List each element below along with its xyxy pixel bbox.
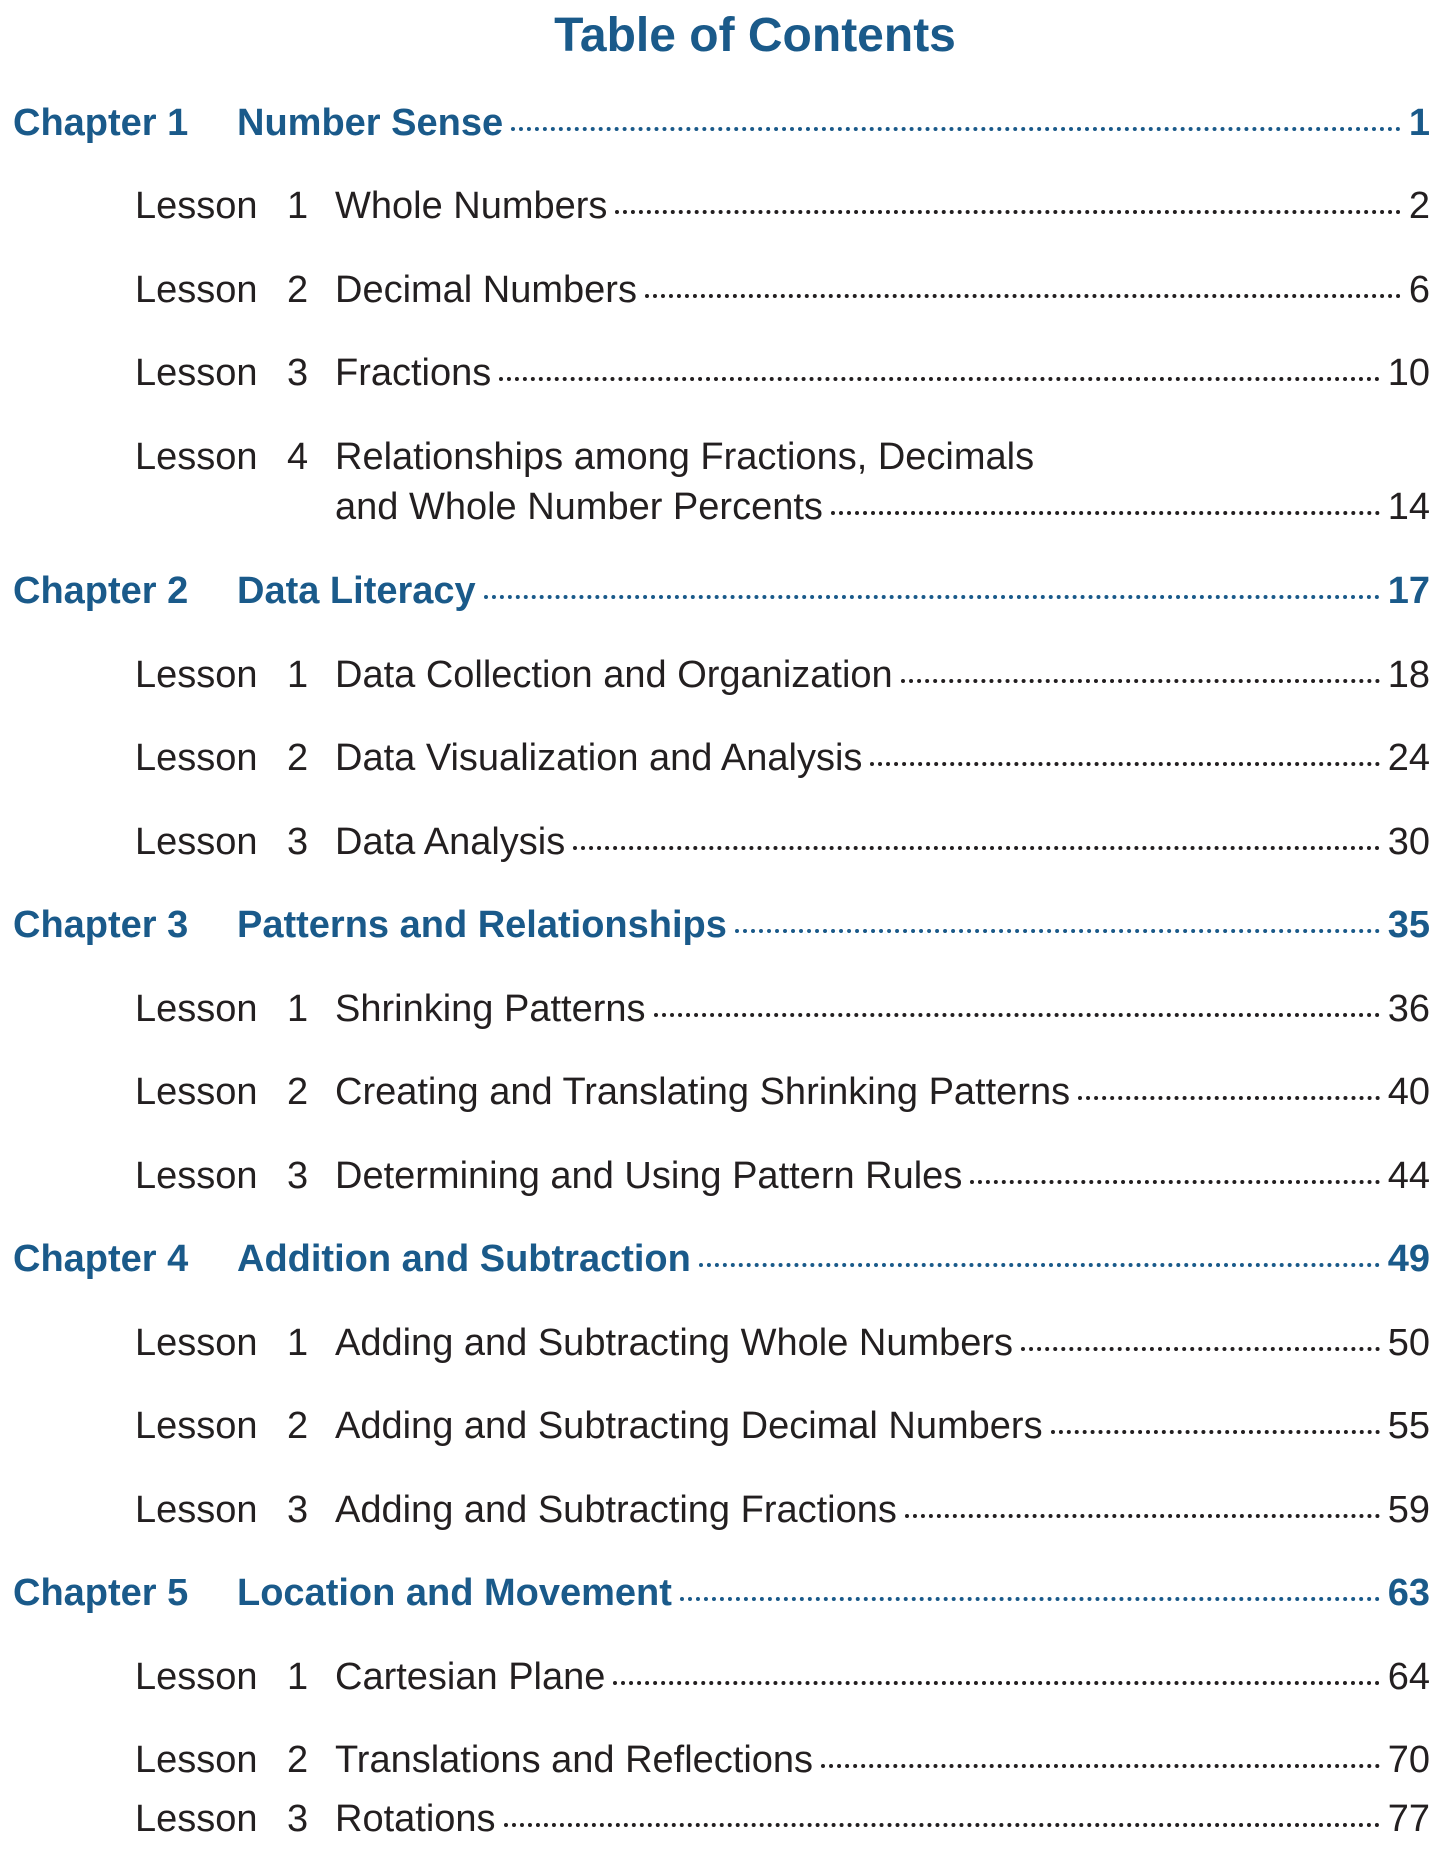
lesson-title: Decimal Numbers <box>335 269 637 311</box>
dot-leader <box>680 1597 1380 1601</box>
lesson-title: Adding and Subtracting Whole Numbers <box>335 1322 1014 1364</box>
lesson-page-number: 14 <box>1387 486 1430 528</box>
lesson-page-number: 2 <box>1408 185 1430 227</box>
dot-leader <box>870 762 1379 766</box>
chapter-page-number: 49 <box>1387 1238 1430 1280</box>
lesson-label: Lesson <box>135 821 258 863</box>
lesson-title: Fractions <box>335 352 492 394</box>
lesson-label: Lesson <box>135 1489 258 1531</box>
chapter-5-entry[interactable] <box>13 1568 1430 1618</box>
lesson-entry[interactable] <box>135 1067 1430 1117</box>
lesson-label: Lesson <box>135 185 258 227</box>
lesson-title: Adding and Subtracting Fractions <box>335 1489 897 1531</box>
lesson-label: Lesson <box>135 1739 258 1781</box>
lesson-title: Adding and Subtracting Decimal Numbers <box>335 1405 1043 1447</box>
lesson-page-number: 10 <box>1387 352 1430 394</box>
lesson-label: Lesson <box>135 654 258 696</box>
dot-leader <box>699 1263 1380 1267</box>
lesson-entry[interactable] <box>135 1652 1430 1702</box>
lesson-number: 3 <box>287 1489 309 1531</box>
dot-leader <box>645 294 1401 298</box>
lesson-label: Lesson <box>135 1656 258 1698</box>
lesson-number: 1 <box>287 1656 309 1698</box>
chapter-title: Location and Movement <box>237 1572 672 1614</box>
lesson-page-number: 59 <box>1387 1489 1430 1531</box>
lesson-number: 3 <box>287 821 309 863</box>
dot-leader <box>573 846 1379 850</box>
lesson-entry[interactable] <box>135 650 1430 700</box>
chapter-label: Chapter 5 <box>13 1572 189 1614</box>
chapter-page-number: 17 <box>1387 570 1430 612</box>
lesson-entry[interactable] <box>135 1735 1430 1785</box>
dot-leader <box>1051 1430 1380 1434</box>
lesson-number: 3 <box>287 1798 309 1840</box>
lesson-number: 1 <box>287 654 309 696</box>
chapter-1-entry[interactable] <box>13 98 1430 148</box>
chapter-label: Chapter 1 <box>13 102 189 144</box>
lesson-page-number: 24 <box>1387 737 1430 779</box>
lesson-label: Lesson <box>135 1322 258 1364</box>
chapter-title: Addition and Subtraction <box>237 1238 691 1280</box>
dot-leader <box>484 595 1380 599</box>
lesson-title: Data Analysis <box>335 821 566 863</box>
dot-leader <box>970 1180 1379 1184</box>
lesson-title: Rotations <box>335 1798 496 1840</box>
chapter-title: Data Literacy <box>237 570 476 612</box>
lesson-page-number: 55 <box>1387 1405 1430 1447</box>
lesson-title: Data Collection and Organization <box>335 654 893 696</box>
lesson-page-number: 36 <box>1387 988 1430 1030</box>
lesson-number: 2 <box>287 1739 309 1781</box>
dot-leader <box>735 929 1380 933</box>
dot-leader <box>901 679 1380 683</box>
lesson-entry[interactable] <box>135 181 1430 231</box>
lesson-label: Lesson <box>135 1405 258 1447</box>
lesson-title: Whole Numbers <box>335 185 608 227</box>
lesson-page-number: 50 <box>1387 1322 1430 1364</box>
lesson-entry[interactable] <box>135 1318 1430 1368</box>
lesson-label: Lesson <box>135 436 258 478</box>
lesson-title: Relationships among Fractions, Decimals <box>335 436 1035 478</box>
lesson-page-number: 6 <box>1408 269 1430 311</box>
lesson-entry[interactable] <box>135 1151 1430 1201</box>
lesson-entry[interactable] <box>135 1401 1430 1451</box>
lesson-number: 2 <box>287 1405 309 1447</box>
dot-leader <box>511 127 1401 131</box>
lesson-title-continued: and Whole Number Percents <box>335 486 823 528</box>
chapter-3-entry[interactable] <box>13 900 1430 950</box>
lesson-entry[interactable] <box>135 348 1430 398</box>
chapter-title: Patterns and Relationships <box>237 904 727 946</box>
page-title: Table of Contents <box>554 9 956 62</box>
lesson-entry[interactable] <box>135 733 1430 783</box>
dot-leader <box>654 1013 1380 1017</box>
dot-leader <box>499 377 1379 381</box>
lesson-page-number: 18 <box>1387 654 1430 696</box>
lesson-title: Data Visualization and Analysis <box>335 737 863 779</box>
lesson-page-number: 64 <box>1387 1656 1430 1698</box>
lesson-page-number: 70 <box>1387 1739 1430 1781</box>
lesson-label: Lesson <box>135 269 258 311</box>
lesson-label: Lesson <box>135 988 258 1030</box>
lesson-entry[interactable] <box>135 1794 1430 1844</box>
dot-leader <box>905 1514 1380 1518</box>
dot-leader <box>1021 1347 1380 1351</box>
lesson-label: Lesson <box>135 352 258 394</box>
lesson-number: 4 <box>287 436 309 478</box>
lesson-number: 3 <box>287 1155 309 1197</box>
chapter-4-entry[interactable] <box>13 1234 1430 1284</box>
lesson-page-number: 30 <box>1387 821 1430 863</box>
dot-leader <box>613 1681 1379 1685</box>
lesson-entry[interactable] <box>135 265 1430 315</box>
chapter-page-number: 63 <box>1387 1572 1430 1614</box>
lesson-number: 2 <box>287 269 309 311</box>
dot-leader <box>504 1823 1380 1827</box>
chapter-page-number: 35 <box>1387 904 1430 946</box>
lesson-title: Determining and Using Pattern Rules <box>335 1155 963 1197</box>
dot-leader <box>615 210 1400 214</box>
lesson-label: Lesson <box>135 737 258 779</box>
dot-leader <box>831 511 1380 515</box>
lesson-number: 1 <box>287 988 309 1030</box>
chapter-page-number: 1 <box>1408 102 1430 144</box>
lesson-number: 2 <box>287 737 309 779</box>
lesson-number: 1 <box>287 185 309 227</box>
lesson-label: Lesson <box>135 1798 258 1840</box>
lesson-title: Cartesian Plane <box>335 1656 606 1698</box>
lesson-title: Translations and Reflections <box>335 1739 814 1781</box>
dot-leader <box>1078 1096 1380 1100</box>
lesson-number: 1 <box>287 1322 309 1364</box>
lesson-entry[interactable] <box>135 1485 1430 1535</box>
chapter-2-entry[interactable] <box>13 566 1430 616</box>
lesson-title: Creating and Translating Shrinking Patterns <box>335 1071 1071 1113</box>
lesson-label: Lesson <box>135 1071 258 1113</box>
lesson-entry[interactable] <box>135 817 1430 867</box>
lesson-number: 3 <box>287 352 309 394</box>
lesson-label: Lesson <box>135 1155 258 1197</box>
lesson-title: Shrinking Patterns <box>335 988 646 1030</box>
chapter-label: Chapter 4 <box>13 1238 189 1280</box>
chapter-title: Number Sense <box>237 102 504 144</box>
lesson-number: 2 <box>287 1071 309 1113</box>
lesson-page-number: 40 <box>1387 1071 1430 1113</box>
dot-leader <box>821 1764 1380 1768</box>
chapter-label: Chapter 2 <box>13 570 189 612</box>
lesson-page-number: 77 <box>1387 1798 1430 1840</box>
lesson-entry[interactable] <box>135 984 1430 1034</box>
lesson-entry[interactable] <box>135 432 1430 532</box>
chapter-label: Chapter 3 <box>13 904 189 946</box>
lesson-page-number: 44 <box>1387 1155 1430 1197</box>
